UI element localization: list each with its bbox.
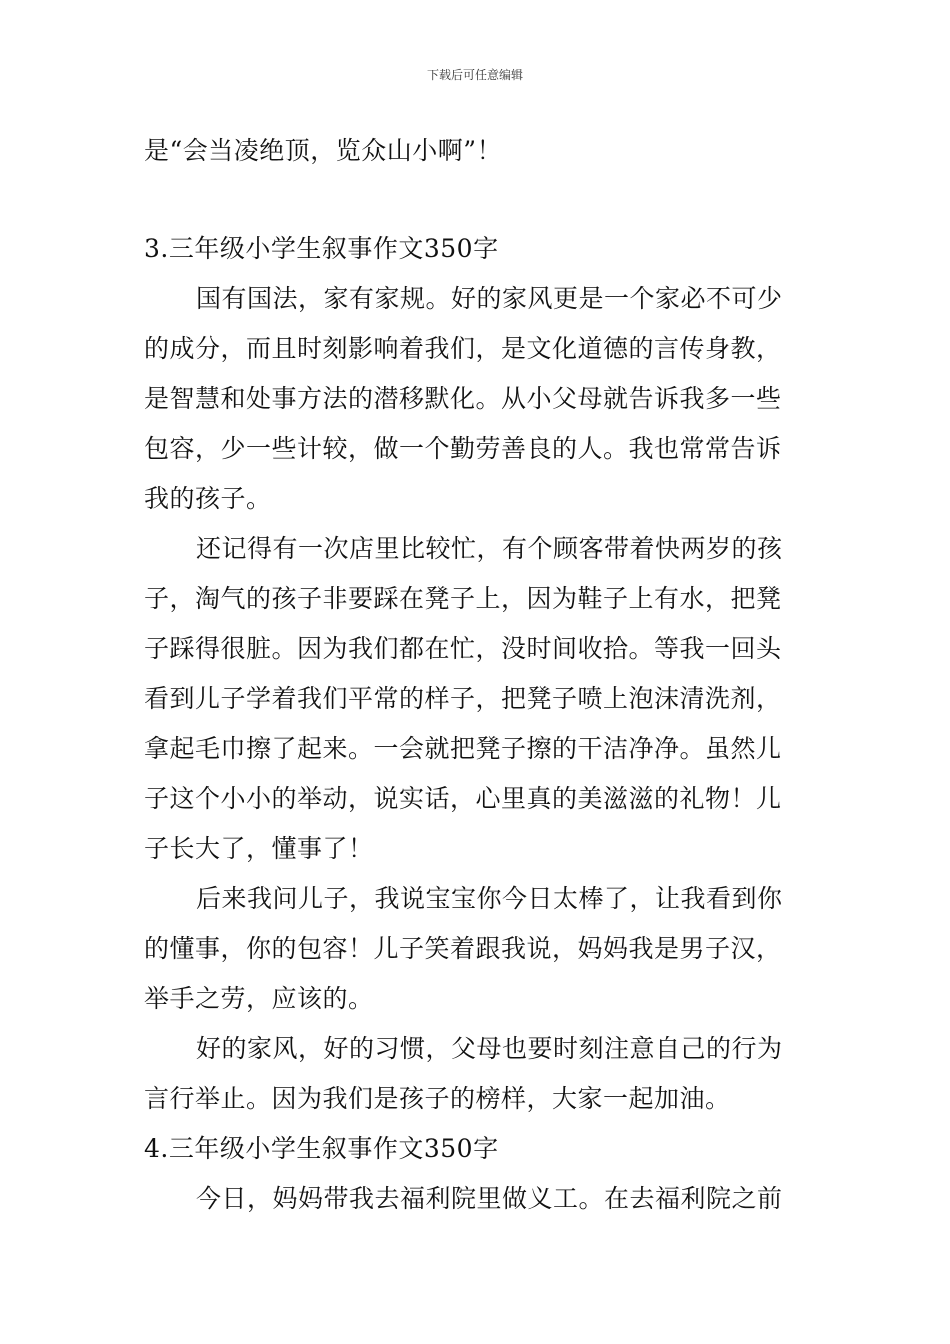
paragraph-line: 还记得有一次店里比较忙，有个顾客带着快两岁的孩: [196, 534, 783, 563]
paragraph-line: 看到儿子学着我们平常的样子，把凳子喷上泡沫清洗剂，: [144, 684, 782, 713]
page-header-note: 下载后可任意编辑: [426, 68, 523, 82]
section-heading: 3.三年级小学生叙事作文350字: [144, 234, 499, 263]
paragraph-line: 是智慧和处事方法的潜移默化。从小父母就告诉我多一些: [144, 384, 782, 413]
paragraph-line: 我的孩子。: [144, 484, 272, 513]
paragraph-line: 举手之劳，应该的。: [144, 984, 374, 1013]
paragraph-line: 子这个小小的举动，说实话，心里真的美滋滋的礼物！儿: [144, 784, 782, 813]
paragraph-line: 子长大了，懂事了！: [144, 834, 374, 863]
section-heading: 4.三年级小学生叙事作文350字: [144, 1134, 499, 1163]
paragraph-line: 的懂事，你的包容！儿子笑着跟我说，妈妈我是男子汉，: [144, 934, 782, 963]
paragraph-line: 子，淘气的孩子非要踩在凳子上，因为鞋子上有水，把凳: [144, 584, 782, 613]
paragraph-line: 子踩得很脏。因为我们都在忙，没时间收拾。等我一回头: [144, 634, 782, 663]
paragraph-line: 好的家风，好的习惯，父母也要时刻注意自己的行为: [196, 1034, 783, 1063]
paragraph-line: 言行举止。因为我们是孩子的榜样，大家一起加油。: [144, 1084, 731, 1113]
paragraph-line: 后来我问儿子，我说宝宝你今日太棒了，让我看到你: [196, 884, 783, 913]
paragraph-line: 包容，少一些计较，做一个勤劳善良的人。我也常常告诉: [144, 434, 782, 463]
body-line: 是“会当凌绝顶，览众山小啊”！: [144, 136, 503, 165]
paragraph-line: 今日，妈妈带我去福利院里做义工。在去福利院之前: [196, 1184, 783, 1213]
paragraph-line: 拿起毛巾擦了起来。一会就把凳子擦的干洁净净。虽然儿: [144, 734, 782, 763]
paragraph-line: 国有国法，家有家规。好的家风更是一个家必不可少: [196, 284, 783, 313]
paragraph-line: 的成分，而且时刻影响着我们，是文化道德的言传身教，: [144, 334, 782, 363]
